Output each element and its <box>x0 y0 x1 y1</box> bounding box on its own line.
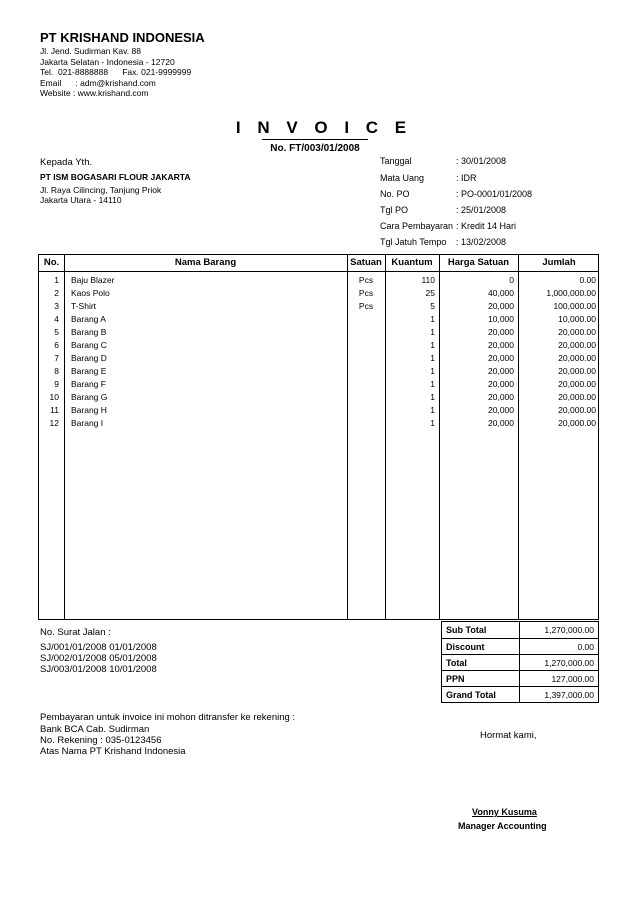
cell-no: 6 <box>54 340 59 350</box>
totals-column-divider <box>519 622 520 702</box>
company-address-1: Jl. Jend. Sudirman Kav. 88 <box>40 46 141 56</box>
company-name: PT KRISHAND INDONESIA <box>40 30 205 45</box>
payment-bank: Bank BCA Cab. Sudirman <box>40 724 150 735</box>
ppn-value: 127,000.00 <box>551 674 594 684</box>
cell-jumlah: 0.00 <box>579 275 596 285</box>
cell-no: 8 <box>54 366 59 376</box>
cell-kuantum: 25 <box>425 288 435 298</box>
invoice-title-underline <box>262 139 368 140</box>
total-value: 1,270,000.00 <box>544 658 594 668</box>
ppn-label: PPN <box>446 674 465 684</box>
cell-no: 4 <box>54 314 59 324</box>
cell-no: 5 <box>54 327 59 337</box>
delivery-item: SJ/003/01/2008 10/01/2008 <box>40 664 157 675</box>
company-website: Website : www.krishand.com <box>40 88 149 98</box>
cell-no: 1 <box>54 275 59 285</box>
cell-kuantum: 110 <box>421 275 435 285</box>
grand-total-value: 1,397,000.00 <box>544 690 594 700</box>
cell-harga-satuan: 20,000 <box>488 340 514 350</box>
invoice-title: I N V O I C E <box>235 118 413 137</box>
cell-jumlah: 20,000.00 <box>558 405 596 415</box>
totals-row-divider <box>442 654 598 655</box>
discount-label: Discount <box>446 642 485 652</box>
customer-name: PT ISM BOGASARI FLOUR JAKARTA <box>40 172 191 182</box>
header-kuantum: Kuantum <box>391 257 433 268</box>
cell-satuan: Pcs <box>358 275 374 285</box>
cell-jumlah: 10,000.00 <box>558 314 596 324</box>
cell-harga-satuan: 20,000 <box>488 327 514 337</box>
cell-no: 2 <box>54 288 59 298</box>
delivery-item: SJ/002/01/2008 05/01/2008 <box>40 653 157 664</box>
cell-kuantum: 1 <box>430 405 435 415</box>
meta-value: : 30/01/2008 <box>456 156 507 166</box>
meta-value: : Kredit 14 Hari <box>456 221 517 231</box>
cell-kuantum: 1 <box>430 418 435 428</box>
cell-jumlah: 20,000.00 <box>558 366 596 376</box>
subtotal-label: Sub Total <box>446 625 487 635</box>
cell-nama-barang: Barang E <box>71 366 107 376</box>
cell-nama-barang: T-Shirt <box>71 301 97 311</box>
cell-jumlah: 20,000.00 <box>558 379 596 389</box>
items-table <box>38 254 599 620</box>
payment-instruction: Pembayaran untuk invoice ini mohon ditransfer ke rekening : <box>40 712 296 723</box>
customer-greeting: Kepada Yth. <box>40 157 93 168</box>
meta-value: : IDR <box>456 173 477 183</box>
cell-kuantum: 1 <box>430 392 435 402</box>
cell-satuan: Pcs <box>358 301 374 311</box>
cell-jumlah: 20,000.00 <box>558 340 596 350</box>
header-jumlah: Jumlah <box>542 257 576 268</box>
cell-nama-barang: Barang D <box>71 353 107 363</box>
cell-harga-satuan: 20,000 <box>488 392 514 402</box>
meta-label: Tgl Jatuh Tempo <box>380 237 447 247</box>
cell-jumlah: 20,000.00 <box>558 392 596 402</box>
table-column-divider <box>64 255 65 619</box>
grand-total-label: Grand Total <box>446 690 496 700</box>
header-satuan: Satuan <box>350 257 382 268</box>
meta-label: Mata Uang <box>380 173 425 183</box>
totals-box <box>441 621 599 703</box>
header-nama-barang: Nama Barang <box>174 257 237 268</box>
cell-harga-satuan: 0 <box>509 275 514 285</box>
cell-no: 7 <box>54 353 59 363</box>
cell-satuan: Pcs <box>358 288 374 298</box>
invoice-number: No. FT/003/01/2008 <box>270 143 360 154</box>
cell-harga-satuan: 20,000 <box>488 379 514 389</box>
customer-address-2: Jakarta Utara - 14110 <box>40 195 122 205</box>
discount-value: 0.00 <box>577 642 594 652</box>
delivery-item: SJ/001/01/2008 01/01/2008 <box>40 642 157 653</box>
company-phone: Tel. 021-8888888 Fax. 021-9999999 <box>40 67 192 77</box>
cell-nama-barang: Kaos Polo <box>71 288 110 298</box>
cell-nama-barang: Barang I <box>71 418 104 428</box>
subtotal-value: 1,270,000.00 <box>544 625 594 635</box>
cell-no: 3 <box>54 301 59 311</box>
closing-text: Hormat kami, <box>480 730 537 741</box>
cell-kuantum: 1 <box>430 353 435 363</box>
totals-row-divider <box>442 638 598 639</box>
signatory-title: Manager Accounting <box>458 821 547 831</box>
cell-jumlah: 20,000.00 <box>558 327 596 337</box>
cell-nama-barang: Baju Blazer <box>71 275 115 285</box>
cell-harga-satuan: 20,000 <box>488 405 514 415</box>
cell-nama-barang: Barang A <box>71 314 106 324</box>
meta-label: Cara Pembayaran <box>380 221 454 231</box>
cell-jumlah: 100,000.00 <box>553 301 596 311</box>
payment-account-name: Atas Nama PT Krishand Indonesia <box>40 746 186 757</box>
meta-label: Tanggal <box>380 156 412 166</box>
total-label: Total <box>446 658 467 668</box>
customer-address-1: Jl. Raya Cilincing, Tanjung Priok <box>40 185 162 195</box>
cell-no: 10 <box>49 392 59 402</box>
signatory-name: Vonny Kusuma <box>472 807 537 817</box>
payment-account-number: No. Rekening : 035-0123456 <box>40 735 162 746</box>
cell-kuantum: 1 <box>430 327 435 337</box>
company-email: Email : adm@krishand.com <box>40 78 156 88</box>
cell-nama-barang: Barang H <box>71 405 107 415</box>
meta-value: : PO-0001/01/2008 <box>456 189 533 199</box>
cell-kuantum: 1 <box>430 366 435 376</box>
cell-kuantum: 1 <box>430 314 435 324</box>
cell-jumlah: 1,000,000.00 <box>546 288 596 298</box>
cell-harga-satuan: 20,000 <box>488 301 514 311</box>
cell-no: 9 <box>54 379 59 389</box>
cell-harga-satuan: 20,000 <box>488 418 514 428</box>
company-address-2: Jakarta Selatan - Indonesia - 12720 <box>40 57 175 67</box>
cell-jumlah: 20,000.00 <box>558 418 596 428</box>
cell-harga-satuan: 20,000 <box>488 353 514 363</box>
cell-nama-barang: Barang F <box>71 379 106 389</box>
meta-value: : 25/01/2008 <box>456 205 507 215</box>
totals-row-divider <box>442 670 598 671</box>
meta-label: Tgl PO <box>380 205 409 215</box>
cell-harga-satuan: 10,000 <box>488 314 514 324</box>
cell-harga-satuan: 20,000 <box>488 366 514 376</box>
cell-kuantum: 1 <box>430 340 435 350</box>
cell-no: 11 <box>50 405 59 415</box>
cell-kuantum: 1 <box>430 379 435 389</box>
cell-nama-barang: Barang C <box>71 340 107 350</box>
header-no: No. <box>43 257 60 268</box>
cell-no: 12 <box>49 418 59 428</box>
cell-nama-barang: Barang B <box>71 327 107 337</box>
header-harga-satuan: Harga Satuan <box>447 257 510 268</box>
delivery-label: No. Surat Jalan : <box>40 627 111 638</box>
meta-label: No. PO <box>380 189 410 199</box>
cell-kuantum: 5 <box>430 301 435 311</box>
meta-value: : 13/02/2008 <box>456 237 507 247</box>
table-header-divider <box>39 271 598 272</box>
cell-nama-barang: Barang G <box>71 392 108 402</box>
invoice-title-wrap <box>0 118 638 138</box>
cell-jumlah: 20,000.00 <box>558 353 596 363</box>
cell-harga-satuan: 40,000 <box>488 288 514 298</box>
totals-row-divider <box>442 686 598 687</box>
